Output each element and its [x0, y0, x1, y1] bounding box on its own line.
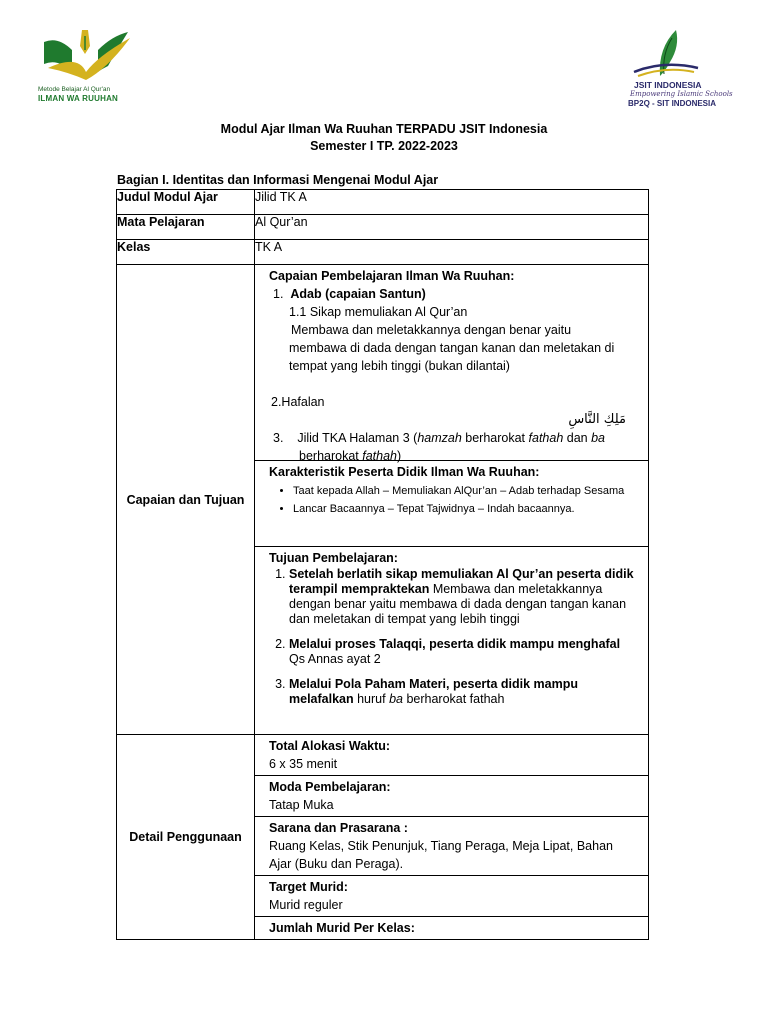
logo-brand-name: ILMAN WA RUUHAN — [38, 94, 119, 103]
row-label-mapel: Mata Pelajaran — [117, 215, 255, 240]
cp-item-1-desc: Membawa dan meletakkannya dengan benar yaitu — [291, 323, 572, 337]
cp-item-2: 2.Hafalan — [271, 395, 325, 409]
alokasi-heading: Total Alokasi Waktu: — [269, 739, 391, 753]
alokasi-value: 6 x 35 menit — [269, 757, 338, 771]
logo-tagline: Metode Belajar Al Qur'an — [38, 86, 111, 93]
row-value-kelas: TK A — [255, 240, 649, 265]
target-value: Murid reguler — [269, 898, 343, 912]
table-row — [117, 215, 649, 240]
table-row — [117, 240, 649, 265]
sarana-heading: Sarana dan Prasarana : — [269, 821, 408, 835]
capaian-pembelajaran — [255, 265, 648, 461]
tujuan-heading: Tujuan Pembelajaran: — [269, 551, 398, 565]
karakteristik-list — [269, 485, 634, 515]
cp-item-3: 3. Jilid TKA Halaman 3 (hamzah berharokat fathah dan ba — [273, 431, 605, 445]
table-row — [117, 735, 649, 940]
karakteristik-peserta-didik — [255, 461, 648, 547]
logo-org-name: JSIT INDONESIA — [634, 80, 702, 90]
row-label-kelas: Kelas — [117, 240, 255, 265]
detail-cell — [255, 735, 649, 940]
moda-pembelajaran — [255, 776, 648, 817]
cp-item-1-desc: tempat yang lebih tinggi (bukan dilantai) — [289, 359, 510, 373]
row-label-detail: Detail Penggunaan — [117, 735, 255, 940]
moda-heading: Moda Pembelajaran: — [269, 780, 391, 794]
cp-item-1-sub: 1.1 Sikap memuliakan Al Qur’an — [289, 305, 468, 319]
list-item: • Taat kepada Allah – Memuliakan AlQur’an – Adab terhadap Sesama — [293, 485, 634, 497]
list-item: • Lancar Bacaannya – Tepat Tajwidnya – Indah bacaannya. — [293, 503, 634, 515]
list-item: 2. Melalui proses Talaqqi, peserta didik mampu menghafal Qs Annas ayat 2 — [289, 637, 634, 667]
table-row — [117, 265, 649, 735]
row-value-mapel: Al Qur’an — [255, 215, 649, 240]
section-title: Bagian I. Identitas dan Informasi Mengenai Modul Ajar — [117, 173, 439, 187]
cp-item-1-desc: membawa di dada dengan tangan kanan dan meletakan di — [289, 341, 615, 355]
capaian-cell — [255, 265, 649, 735]
document-title: Modul Ajar Ilman Wa Ruuhan TERPADU JSIT Indonesia — [220, 122, 548, 136]
list-item: 1. Setelah berlatih sikap memuliakan Al Qur’an peserta didik terampil mempraktekan Membawa dan meletakkannya dengan benar yaitu membawa di dada dengan tangan kanan dan meletakan di tempat yang lebih tinggi — [289, 567, 634, 627]
sarana-prasarana — [255, 817, 648, 876]
logo-org-sub: BP2Q - SIT INDONESIA — [628, 99, 717, 108]
cp-item-1: 1. Adab (capaian Santun) — [273, 287, 426, 301]
jsit-indonesia-logo — [620, 28, 733, 113]
logo-org-tagline: Empowering Islamic Schools — [630, 90, 733, 98]
book-pen-icon — [38, 28, 134, 84]
target-heading: Target Murid: — [269, 880, 348, 894]
row-value-judul: Jilid TK A — [255, 190, 649, 215]
quill-icon — [620, 28, 710, 80]
jumlah-heading: Jumlah Murid Per Kelas: — [269, 921, 415, 935]
tujuan-pembelajaran — [255, 547, 648, 719]
cp-item-3-cont: berharokat fathah) — [299, 449, 402, 463]
cp-heading: Capaian Pembelajaran Ilman Wa Ruuhan: — [269, 269, 515, 283]
module-identity-table — [116, 189, 649, 940]
list-item: 3. Melalui Pola Paham Materi, peserta didik mampu melafalkan huruf ba berharokat fathah — [289, 677, 634, 707]
karakteristik-heading: Karakteristik Peserta Didik Ilman Wa Ruuhan: — [269, 465, 540, 479]
ilman-wa-ruuhan-logo — [38, 28, 138, 108]
alokasi-waktu — [255, 735, 648, 776]
document-subtitle: Semester I TP. 2022-2023 — [310, 139, 458, 153]
table-row — [117, 190, 649, 215]
target-murid — [255, 876, 648, 917]
row-label-judul: Judul Modul Ajar — [117, 190, 255, 215]
sarana-value: Ruang Kelas, Stik Penunjuk, Tiang Peraga, Meja Lipat, Bahan Ajar (Buku dan Peraga). — [269, 839, 613, 871]
arabic-verse: مَلِكِ النَّاسِ — [568, 412, 626, 427]
tujuan-list — [269, 567, 634, 707]
row-label-capaian: Capaian dan Tujuan — [117, 265, 255, 735]
jumlah-murid — [255, 917, 648, 939]
moda-value: Tatap Muka — [269, 798, 334, 812]
